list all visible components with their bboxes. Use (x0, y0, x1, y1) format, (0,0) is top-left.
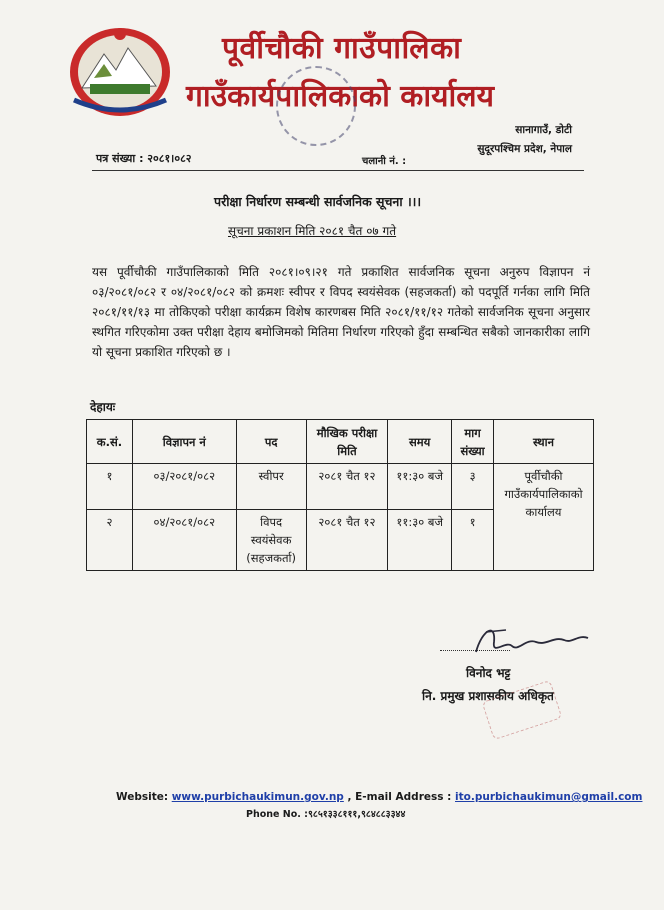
nepal-emblem-icon (64, 20, 176, 120)
cell-sn: १ (87, 464, 133, 510)
reference-number: पत्र संख्या : २०८१।०८२ (96, 152, 192, 165)
office-name: गाउँकार्यपालिकाको कार्यालय (186, 79, 495, 114)
cell-exam-date: २०८१ चैत १२ (306, 464, 388, 510)
footer-contact (116, 791, 642, 803)
website-label: Website: (116, 791, 169, 803)
cell-demand: १ (452, 510, 494, 571)
cell-time: ११:३० बजे (388, 464, 452, 510)
table-row (87, 464, 594, 510)
email-link[interactable]: ito.purbichaukimun@gmail.com (455, 791, 643, 803)
cell-ad-no: ०४/२०८१/०८२ (132, 510, 236, 571)
notice-title: परीक्षा निर्धारण सम्बन्धी सार्वजनिक सूचना ।।। (214, 194, 422, 209)
website-link[interactable]: www.purbichaukimun.gov.np (171, 791, 344, 803)
cell-ad-no: ०३/२०८१/०८२ (132, 464, 236, 510)
header-demand: माग संख्या (452, 420, 494, 464)
phone-number: :९८५१३३८१११,९८४८८३३४४ (304, 809, 406, 820)
exam-schedule-table (86, 419, 594, 571)
header-divider (92, 170, 584, 171)
cell-exam-date: २०८१ चैत १२ (306, 510, 388, 571)
cell-demand: ३ (452, 464, 494, 510)
handwritten-signature (446, 612, 596, 672)
table-header-row (87, 420, 594, 464)
header-exam-date: मौखिक परीक्षा मिति (306, 420, 388, 464)
cell-venue: पूर्वीचौकी गाउँकार्यपालिकाको कार्यालय (494, 464, 594, 571)
official-seal (276, 66, 356, 146)
phone-label: Phone No. (246, 809, 301, 820)
cell-time: ११:३० बजे (388, 510, 452, 571)
address-line-2: सुदूरपश्चिम प्रदेश, नेपाल (477, 143, 572, 155)
address-line-1: सानागाउँ, डोटी (515, 124, 572, 136)
signature-line (440, 650, 510, 651)
notice-publish-date: सूचना प्रकाशन मिति २०८१ चैत ०७ गते (228, 224, 397, 238)
header-sn: क.सं. (87, 420, 133, 464)
municipality-name: पूर्वीचौकी गाउँपालिका (222, 31, 462, 66)
office-address (477, 121, 572, 159)
header-time: समय (388, 420, 452, 464)
dispatch-number: चलानी नं. : (362, 156, 407, 167)
email-label: , E-mail Address : (347, 791, 452, 803)
signatory-title: नि. प्रमुख प्रशासकीय अधिकृत (422, 689, 554, 703)
cell-sn: २ (87, 510, 133, 571)
header-venue: स्थान (494, 420, 594, 464)
header-post: पद (236, 420, 306, 464)
footer-phone (246, 807, 405, 820)
cell-post: स्वीपर (236, 464, 306, 510)
schedule-label: देहायः (90, 400, 116, 414)
signatory-name: विनोद भट्ट (466, 666, 511, 680)
header-ad-no: विज्ञापन नं (132, 420, 236, 464)
notice-body: यस पूर्वीचौकी गाउँपालिकाको मिति २०८१।०९।२१ गते प्रकाशित सार्वजनिक सूचना अनुरुप विज्ञापन नं ०३/२०८१/०८२ र ०४/२०८१/०८२ को क्रमशः स्वीपर र विपद स्वयंसेवक (सहजकर्ता) को पदपूर्ति गर्नका लागि मिति २०८१/११/१३ मा तोकिएको परीक्षा कार्यक्रम विशेष कारणबस मिति २०८१/११/१२ गतेको सार्वजनिक सूचना अनुसार स्थगित गरिएकोमा उक्त परीक्षा देहाय बमोजिमको मितिमा निर्धारण गरिएको हुँदा सम्बन्धित सबैको जानकारीका लागि यो सूचना प्रकाशित गरिएको छ । (92, 265, 590, 359)
cell-post: विपद स्वयंसेवक (सहजकर्ता) (236, 510, 306, 571)
